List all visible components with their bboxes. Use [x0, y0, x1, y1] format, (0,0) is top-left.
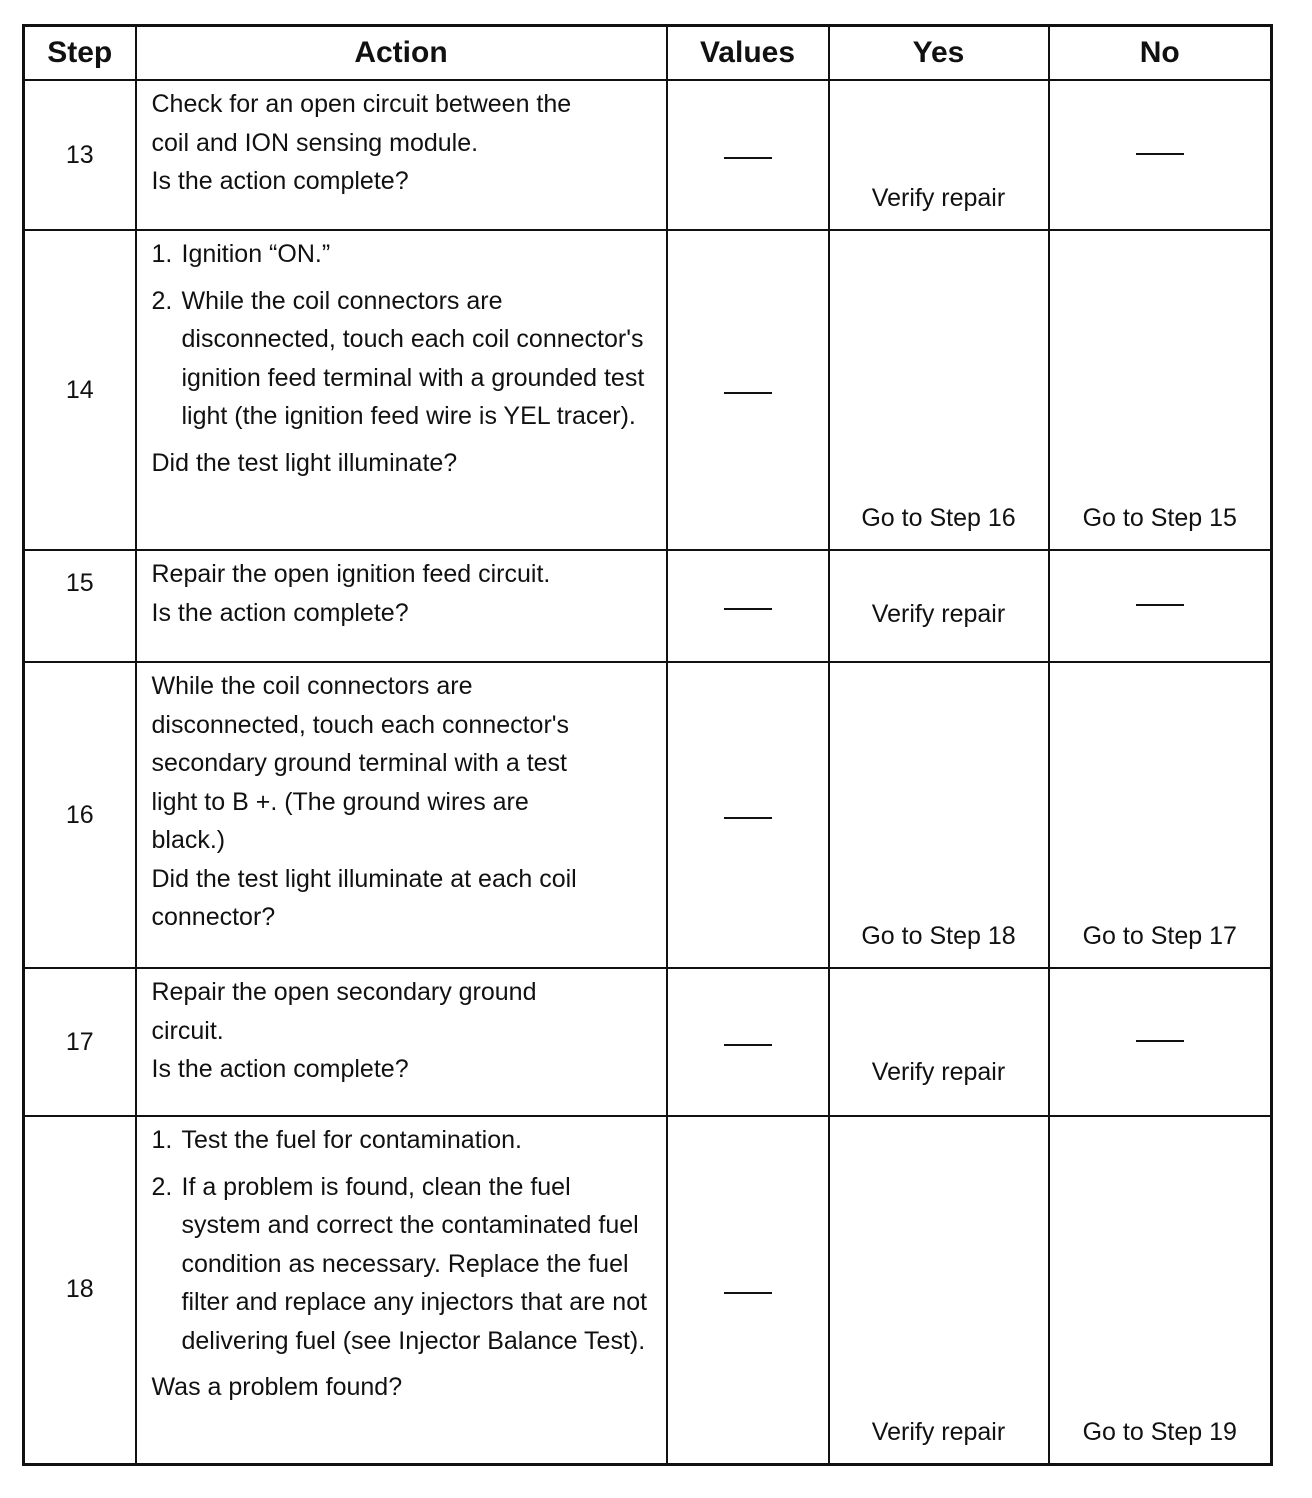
no-cell: Go to Step 19	[1049, 1116, 1272, 1464]
action-question: Is the action complete?	[151, 167, 409, 195]
action-list	[152, 1121, 654, 1360]
table-row	[24, 80, 1272, 230]
action-line: Repair the open ignition feed circuit.	[151, 560, 551, 588]
table-row	[24, 1116, 1272, 1464]
dash-mark	[724, 1292, 772, 1294]
yes-cell: Verify repair	[829, 1116, 1049, 1464]
action-line: light to B +. (The ground wires are	[151, 787, 529, 816]
values-cell	[667, 662, 829, 968]
action-question: Was a problem found?	[151, 1373, 403, 1401]
dash-mark	[1136, 153, 1184, 155]
yes-cell: Verify repair	[829, 80, 1049, 230]
list-item	[152, 235, 654, 274]
list-number: 1.	[151, 240, 173, 268]
action-list	[152, 235, 654, 436]
action-line: secondary ground terminal with a test	[151, 749, 567, 777]
action-cell	[136, 80, 667, 230]
action-cell	[136, 968, 667, 1116]
values-cell	[667, 550, 829, 662]
table-row	[24, 230, 1272, 550]
values-cell	[667, 80, 829, 230]
table-row	[24, 662, 1272, 968]
header-row	[24, 26, 1272, 81]
step-number: 13	[24, 80, 136, 230]
dash-mark	[724, 608, 772, 610]
list-text: While the coil connectors are disconnected, touch each coil connector's ignition feed terminal with a grounded test light (the ignition feed wire is YEL tracer).	[181, 286, 645, 430]
yes-cell: Go to Step 16	[829, 230, 1049, 550]
action-line: disconnected, touch each connector's	[151, 710, 570, 739]
yes-cell: Go to Step 18	[829, 662, 1049, 968]
no-cell	[1049, 80, 1272, 230]
action-line: circuit.	[151, 1016, 224, 1045]
no-cell	[1049, 968, 1272, 1116]
no-cell: Go to Step 17	[1049, 662, 1272, 968]
action-question: Is the action complete?	[151, 598, 409, 627]
action-line: coil and ION sensing module.	[151, 128, 479, 157]
header-step: Step	[24, 26, 136, 81]
action-question: Did the test light illuminate at each coil connector?	[151, 864, 577, 931]
yes-cell: Verify repair	[829, 968, 1049, 1116]
action-line: Check for an open circuit between the	[151, 90, 572, 118]
list-text: Test the fuel for contamination.	[181, 1126, 522, 1154]
list-text: Ignition “ON.”	[181, 240, 331, 268]
list-text: If a problem is found, clean the fuel system and correct the contaminated fuel condition as necessary. Replace the fuel filter and replace any injectors that are not delivering fuel (see Injector Balance Test).	[181, 1172, 648, 1355]
dash-mark	[1136, 604, 1184, 606]
action-question: Did the test light illuminate?	[151, 448, 458, 477]
action-question: Is the action complete?	[151, 1055, 409, 1083]
list-number: 2.	[151, 286, 173, 315]
step-number: 16	[24, 662, 136, 968]
step-number: 15	[24, 550, 136, 662]
values-cell	[667, 230, 829, 550]
dash-mark	[1136, 1040, 1184, 1042]
dash-mark	[724, 392, 772, 394]
no-cell: Go to Step 15	[1049, 230, 1272, 550]
action-cell	[136, 1116, 667, 1464]
list-number: 1.	[151, 1126, 173, 1154]
list-item	[152, 1121, 654, 1160]
action-line: black.)	[151, 826, 226, 854]
yes-cell: Verify repair	[829, 550, 1049, 662]
dash-mark	[724, 1044, 772, 1046]
action-cell	[136, 662, 667, 968]
action-line: Repair the open secondary ground	[151, 978, 537, 1006]
diagnostic-table	[22, 24, 1273, 1466]
list-item	[152, 282, 654, 436]
step-number: 18	[24, 1116, 136, 1464]
values-cell	[667, 1116, 829, 1464]
header-action: Action	[136, 26, 667, 81]
step-number: 17	[24, 968, 136, 1116]
step-number: 14	[24, 230, 136, 550]
action-cell	[136, 230, 667, 550]
table-row	[24, 968, 1272, 1116]
header-no: No	[1049, 26, 1272, 81]
dash-mark	[724, 157, 772, 159]
action-cell	[136, 550, 667, 662]
list-item	[152, 1168, 654, 1361]
values-cell	[667, 968, 829, 1116]
list-number: 2.	[151, 1172, 173, 1201]
dash-mark	[724, 817, 772, 819]
header-values: Values	[667, 26, 829, 81]
header-yes: Yes	[829, 26, 1049, 81]
action-line: While the coil connectors are	[151, 672, 473, 700]
table-row	[24, 550, 1272, 662]
no-cell	[1049, 550, 1272, 662]
